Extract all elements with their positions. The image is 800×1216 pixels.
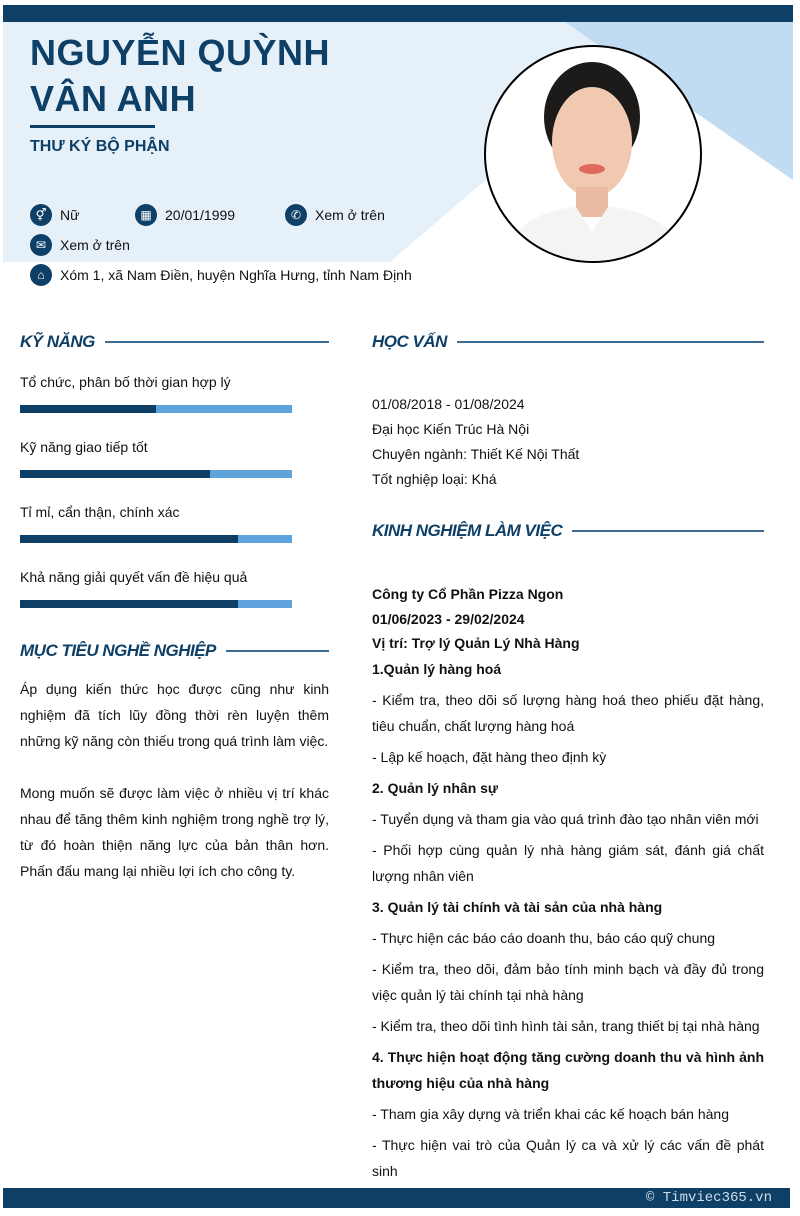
email-icon: ✉ <box>30 234 52 256</box>
objective-paragraph-1: Áp dụng kiến thức học được cũng như kinh nghiệm đã tích lũy đồng thời rèn luyện thêm những kỹ năng còn thiếu trong quá trình làm việc. <box>20 681 329 749</box>
avatar <box>484 45 702 263</box>
gender-info: ⚥ Nữ <box>30 204 79 226</box>
phone-info: ✆ Xem ở trên <box>285 204 385 226</box>
education-heading: HỌC VẤN <box>372 332 764 352</box>
skill-bar-fill <box>20 600 238 608</box>
experience-bullet: - Phối hợp cùng quản lý nhà hàng giám sát, đánh giá chất lượng nhân viên <box>372 842 764 884</box>
objective-paragraph-2: Mong muốn sẽ được làm việc ở nhiều vị trí khác nhau để tăng thêm kinh nghiệm trong nghề trợ lý, từ đó hoàn thiện năng lực của bản thân hơn. Phấn đấu mang lại nhiều lợi ích cho công ty. <box>20 785 329 879</box>
skill-bar <box>20 535 292 543</box>
phone-icon: ✆ <box>285 204 307 226</box>
experience-subheading: 1.Quản lý hàng hoá <box>372 661 502 677</box>
gender-icon: ⚥ <box>30 204 52 226</box>
experience-bullet: - Tuyển dụng và tham gia vào quá trình đào tạo nhân viên mới <box>372 811 759 827</box>
experience-subheading: 3. Quản lý tài chính và tài sản của nhà hàng <box>372 899 663 915</box>
experience-bullet: - Tham gia xây dựng và triển khai các kế hoạch bán hàng <box>372 1106 729 1122</box>
birthday-info: ▦ 20/01/1999 <box>135 204 235 226</box>
experience-bullet: - Lập kế hoạch, đặt hàng theo định kỳ <box>372 749 607 765</box>
email-info: ✉ Xem ở trên <box>30 234 130 256</box>
experience-subheading: 2. Quản lý nhân sự <box>372 780 499 796</box>
skill-bar <box>20 600 292 608</box>
experience-header: Công ty Cổ Phần Pizza Ngon 01/06/2023 - 29/02/2024 Vị trí: Trợ lý Quản Lý Nhà Hàng <box>372 586 580 651</box>
address-info: ⌂ Xóm 1, xã Nam Điền, huyện Nghĩa Hưng, tỉnh Nam Định <box>30 264 412 286</box>
candidate-name: NGUYỄN QUỲNH VÂN ANH <box>30 32 331 119</box>
experience-bullet: - Thực hiện các báo cáo doanh thu, báo cáo quỹ chung <box>372 930 716 946</box>
experience-bullet: - Kiểm tra, theo dõi tình hình tài sản, trang thiết bị tại nhà hàng <box>372 1018 760 1034</box>
skill-bar-fill <box>20 405 156 413</box>
objective-heading: MỤC TIÊU NGHỀ NGHIỆP <box>20 641 329 661</box>
divider <box>30 125 155 128</box>
experience-subheading: 4. Thực hiện hoạt động tăng cường doanh thu và hình ảnh thương hiệu của nhà hàng <box>372 1049 764 1091</box>
skills-heading: KỸ NĂNG <box>20 332 329 352</box>
home-icon: ⌂ <box>30 264 52 286</box>
skill-bar <box>20 405 292 413</box>
calendar-icon: ▦ <box>135 204 157 226</box>
footer: © Timviec365.vn <box>3 1188 790 1208</box>
job-title: THƯ KÝ BỘ PHẬN <box>30 138 170 155</box>
education-details: 01/08/2018 - 01/08/2024 Đại học Kiến Trúc Hà Nội Chuyên ngành: Thiết Kế Nội Thất Tốt nghiệp loại: Khá <box>372 396 580 487</box>
experience-heading: KINH NGHIỆM LÀM VIỆC <box>372 521 764 541</box>
experience-bullet: - Thực hiện vai trò của Quản lý ca và xử lý các vấn đề phát sinh <box>372 1137 764 1179</box>
skill-label: Tổ chức, phân bố thời gian hợp lý <box>20 374 231 390</box>
experience-bullet: - Kiểm tra, theo dõi, đảm bảo tính minh bạch và đầy đủ trong việc quản lý tài chính tại nhà hàng <box>372 961 764 1003</box>
skill-label: Tỉ mỉ, cẩn thận, chính xác <box>20 504 180 520</box>
top-bar <box>3 5 793 22</box>
skill-label: Khả năng giải quyết vấn đề hiệu quả <box>20 569 248 585</box>
skill-bar <box>20 470 292 478</box>
experience-items <box>372 656 764 1189</box>
skill-bar-fill <box>20 470 210 478</box>
skill-bar-fill <box>20 535 238 543</box>
skill-label: Kỹ năng giao tiếp tốt <box>20 439 148 455</box>
experience-bullet: - Kiểm tra, theo dõi số lượng hàng hoá theo phiếu đặt hàng, tiêu chuẩn, chất lượng hàng hoá <box>372 692 764 734</box>
